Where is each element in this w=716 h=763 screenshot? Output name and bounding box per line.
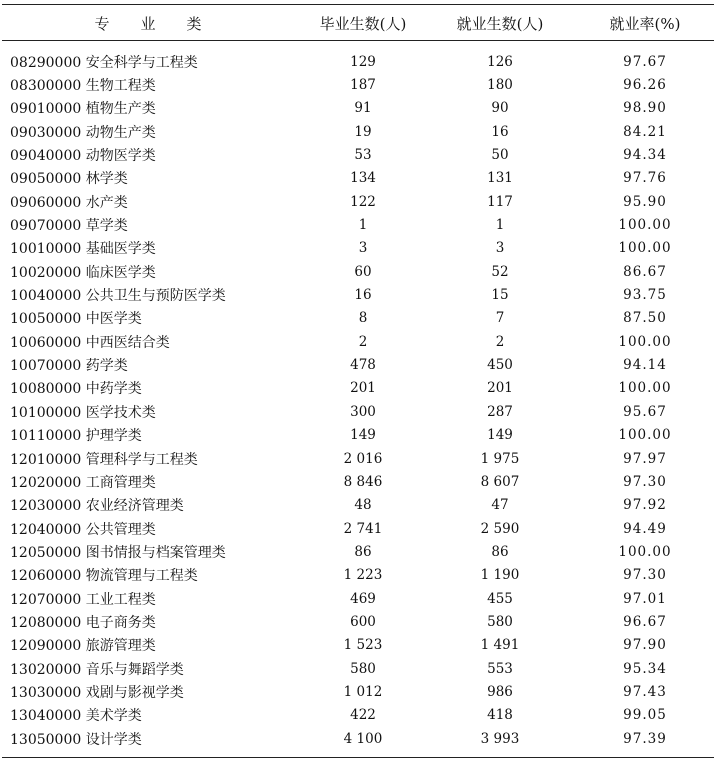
cell-major: 10070000 药学类: [10, 358, 128, 375]
cell-major: 12050000 图书情报与档案管理类: [10, 544, 226, 561]
cell-rate: 100.00: [618, 380, 672, 397]
cell-employed: 7: [495, 310, 505, 327]
cell-major: 10060000 中西医结合类: [10, 334, 170, 351]
cell-employed: 52: [491, 263, 509, 280]
cell-rate: 93.75: [623, 287, 667, 304]
cell-employed: 149: [487, 427, 513, 444]
cell-rate: 98.90: [623, 100, 667, 117]
cell-rate: 87.50: [623, 310, 667, 327]
table-row: [2, 470, 714, 493]
table-row: [2, 260, 714, 283]
cell-employed: 8 607: [480, 473, 520, 490]
cell-major: 12030000 农业经济管理类: [10, 498, 184, 515]
cell-major: 12020000 工商管理类: [10, 474, 156, 491]
cell-employed: 2: [495, 333, 505, 350]
cell-employed: 455: [487, 590, 513, 607]
cell-employed: 50: [491, 147, 509, 164]
cell-graduates: 149: [350, 427, 376, 444]
cell-employed: 90: [491, 100, 509, 117]
cell-employed: 1 975: [480, 450, 520, 467]
header-graduates: 毕业生数(人): [319, 14, 407, 33]
table-row: [2, 50, 714, 73]
cell-graduates: 2 741: [343, 520, 383, 537]
cell-graduates: 3: [358, 240, 368, 257]
cell-major: 13040000 美术学类: [10, 708, 142, 725]
cell-graduates: 580: [350, 660, 376, 677]
cell-major: 12040000 公共管理类: [10, 521, 156, 538]
cell-rate: 86.67: [623, 263, 667, 280]
table-row: [2, 634, 714, 657]
cell-rate: 97.30: [623, 473, 667, 490]
table-row: [2, 657, 714, 680]
cell-major: 08290000 安全科学与工程类: [10, 54, 198, 71]
cell-major: 12010000 管理科学与工程类: [10, 451, 198, 468]
cell-rate: 100.00: [618, 217, 672, 234]
cell-graduates: 16: [354, 287, 372, 304]
cell-employed: 450: [487, 357, 513, 374]
cell-graduates: 2 016: [343, 450, 383, 467]
table-row: [2, 353, 714, 376]
cell-graduates: 1 012: [343, 683, 383, 700]
cell-employed: 287: [487, 403, 513, 420]
cell-graduates: 53: [354, 147, 372, 164]
cell-employed: 16: [491, 123, 509, 140]
header-employed: 就业生数(人): [456, 14, 544, 33]
cell-graduates: 91: [354, 100, 372, 117]
cell-major: 12080000 电子商务类: [10, 614, 156, 631]
cell-graduates: 60: [354, 263, 372, 280]
cell-major: 13050000 设计学类: [10, 731, 142, 748]
cell-graduates: 134: [350, 170, 376, 187]
cell-employed: 126: [487, 53, 513, 70]
table-row: [2, 143, 714, 166]
cell-rate: 100.00: [618, 427, 672, 444]
cell-rate: 96.67: [623, 613, 667, 630]
cell-graduates: 201: [350, 380, 376, 397]
cell-major: 09010000 植物生产类: [10, 101, 156, 118]
cell-rate: 95.67: [623, 403, 667, 420]
cell-major: 08300000 生物工程类: [10, 78, 156, 95]
table-row: [2, 73, 714, 96]
cell-graduates: 600: [350, 613, 376, 630]
cell-graduates: 8: [358, 310, 368, 327]
cell-major: 13030000 戏剧与影视学类: [10, 684, 184, 701]
cell-graduates: 422: [350, 707, 376, 724]
cell-employed: 2 590: [480, 520, 520, 537]
cell-employed: 553: [487, 660, 513, 677]
cell-major: 10110000 护理学类: [10, 428, 142, 445]
employment-table: [2, 2, 714, 759]
cell-major: 10080000 中药学类: [10, 381, 142, 398]
table-row: [2, 727, 714, 750]
table-row: [2, 330, 714, 353]
table-row: [2, 283, 714, 306]
cell-employed: 86: [491, 543, 509, 560]
cell-rate: 97.01: [623, 590, 667, 607]
cell-major: 12060000 物流管理与工程类: [10, 568, 198, 585]
cell-major: 12090000 旅游管理类: [10, 638, 156, 655]
cell-graduates: 469: [350, 590, 376, 607]
table-bottom-rule: [2, 757, 714, 758]
cell-rate: 97.92: [623, 497, 667, 514]
cell-rate: 96.26: [623, 77, 667, 94]
cell-graduates: 129: [350, 53, 376, 70]
cell-employed: 1: [495, 217, 505, 234]
cell-graduates: 1 223: [343, 567, 383, 584]
cell-graduates: 122: [350, 193, 376, 210]
cell-rate: 95.90: [623, 193, 667, 210]
cell-employed: 3: [495, 240, 505, 257]
table-row: [2, 610, 714, 633]
table-row: [2, 680, 714, 703]
cell-graduates: 86: [354, 543, 372, 560]
cell-rate: 100.00: [618, 240, 672, 257]
cell-rate: 95.34: [623, 660, 667, 677]
table-top-rule: [2, 4, 714, 5]
table-row: [2, 377, 714, 400]
cell-employed: 418: [487, 707, 513, 724]
cell-rate: 97.90: [623, 637, 667, 654]
cell-graduates: 1: [358, 217, 368, 234]
table-row: [2, 447, 714, 470]
cell-employed: 580: [487, 613, 513, 630]
cell-rate: 97.76: [623, 170, 667, 187]
cell-graduates: 1 523: [343, 637, 383, 654]
cell-graduates: 187: [350, 77, 376, 94]
table-row: [2, 307, 714, 330]
table-row: [2, 190, 714, 213]
cell-employed: 15: [491, 287, 509, 304]
cell-employed: 986: [487, 683, 513, 700]
table-row: [2, 120, 714, 143]
cell-graduates: 48: [354, 497, 372, 514]
cell-graduates: 8 846: [343, 473, 383, 490]
table-row: [2, 494, 714, 517]
cell-graduates: 2: [358, 333, 368, 350]
cell-employed: 1 190: [480, 567, 520, 584]
cell-major: 13020000 音乐与舞蹈学类: [10, 661, 184, 678]
cell-rate: 97.39: [623, 730, 667, 747]
cell-graduates: 300: [350, 403, 376, 420]
cell-major: 09060000 水产类: [10, 194, 128, 211]
cell-rate: 97.67: [623, 53, 667, 70]
cell-rate: 100.00: [618, 333, 672, 350]
table-row: [2, 564, 714, 587]
table-row: [2, 97, 714, 120]
table-header-row: [2, 6, 714, 40]
cell-employed: 47: [491, 497, 509, 514]
cell-employed: 3 993: [480, 730, 520, 747]
cell-rate: 97.97: [623, 450, 667, 467]
cell-rate: 94.34: [623, 147, 667, 164]
header-major: 专 业 类: [94, 14, 210, 33]
table-row: [2, 587, 714, 610]
cell-rate: 94.49: [623, 520, 667, 537]
cell-graduates: 19: [354, 123, 372, 140]
cell-employed: 131: [487, 170, 513, 187]
cell-major: 10010000 基础医学类: [10, 241, 156, 258]
cell-rate: 84.21: [623, 123, 667, 140]
cell-employed: 201: [487, 380, 513, 397]
cell-graduates: 478: [350, 357, 376, 374]
table-row: [2, 424, 714, 447]
cell-rate: 97.30: [623, 567, 667, 584]
table-row: [2, 167, 714, 190]
table-row: [2, 704, 714, 727]
cell-major: 09040000 动物医学类: [10, 148, 156, 165]
header-rate: 就业率(%): [609, 14, 681, 33]
table-header-rule: [2, 40, 714, 41]
cell-rate: 97.43: [623, 683, 667, 700]
cell-rate: 94.14: [623, 357, 667, 374]
cell-rate: 100.00: [618, 543, 672, 560]
cell-major: 10050000 中医学类: [10, 311, 142, 328]
cell-major: 09030000 动物生产类: [10, 124, 156, 141]
cell-major: 09050000 林学类: [10, 171, 128, 188]
table-row: [2, 540, 714, 563]
cell-major: 09070000 草学类: [10, 218, 128, 235]
table-body: [2, 50, 714, 750]
cell-major: 10040000 公共卫生与预防医学类: [10, 288, 226, 305]
cell-graduates: 4 100: [343, 730, 383, 747]
cell-employed: 117: [487, 193, 513, 210]
cell-major: 10100000 医学技术类: [10, 404, 156, 421]
cell-major: 10020000 临床医学类: [10, 264, 156, 281]
cell-employed: 1 491: [480, 637, 520, 654]
table-row: [2, 237, 714, 260]
cell-rate: 99.05: [623, 707, 667, 724]
table-row: [2, 517, 714, 540]
cell-major: 12070000 工业工程类: [10, 591, 156, 608]
cell-employed: 180: [487, 77, 513, 94]
table-row: [2, 400, 714, 423]
table-row: [2, 213, 714, 236]
